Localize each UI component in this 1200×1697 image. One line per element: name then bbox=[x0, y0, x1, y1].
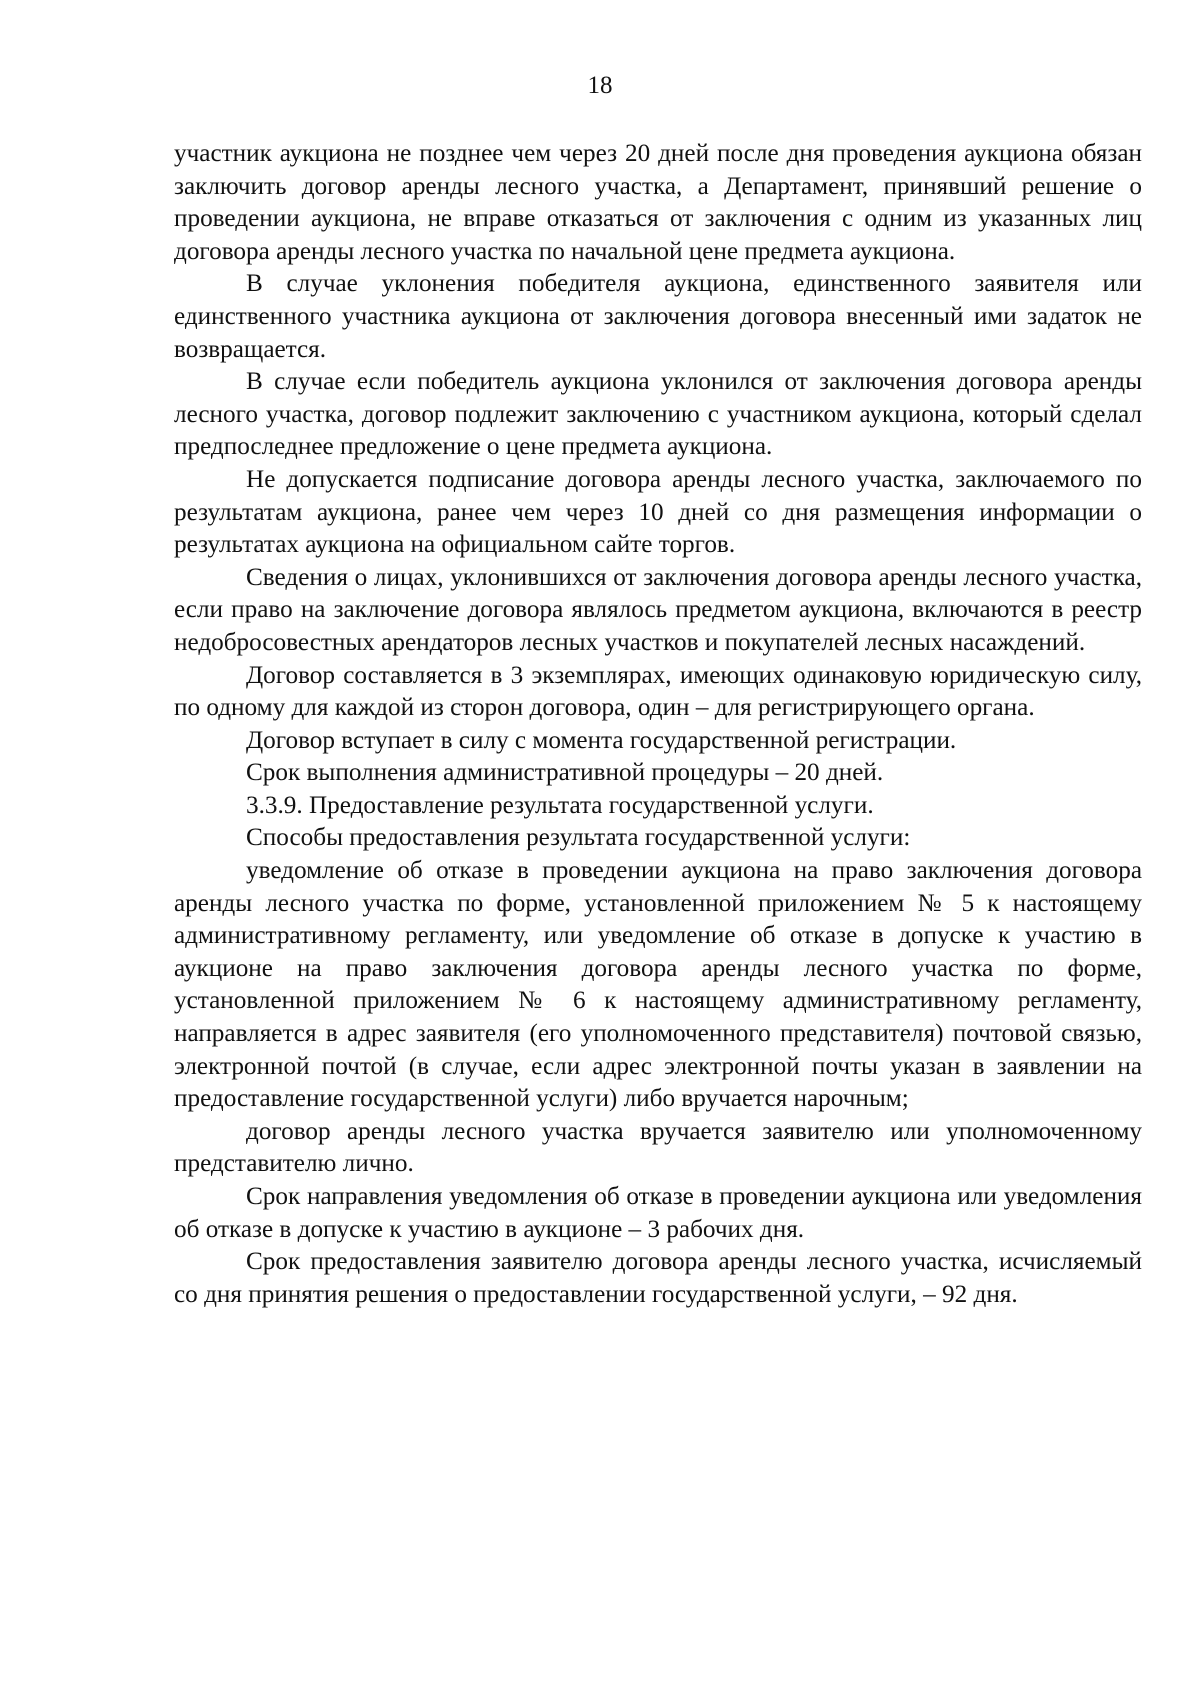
paragraph-1: участник аукциона не позднее чем через 20 дней после дня проведения аукциона обязан заключить договор аренды лесного участка, а Департамент, принявший решение о проведении аукциона, не вправе отказаться от заключения с одним из указанных лиц договора аренды лесного участка по начальной цене предмета аукциона. bbox=[174, 140, 1142, 265]
paragraph-4: Не допускается подписание договора аренды лесного участка, заключаемого по результатам аукциона, ранее чем через 10 дней со дня размещения информации о результатах аукциона на официальном сайте торгов. bbox=[174, 465, 1142, 559]
paragraph-7: Договор вступает в силу с момента государственной регистрации. bbox=[246, 726, 957, 754]
paragraph-12: договор аренды лесного участка вручается заявителю или уполномоченному представителю лично. bbox=[174, 1117, 1142, 1178]
paragraph-10: Способы предоставления результата государственной услуги: bbox=[246, 824, 911, 852]
paragraph-13: Срок направления уведомления об отказе в проведении аукциона или уведомления об отказе в допуске к участию в аукционе – 3 рабочих дня. bbox=[174, 1183, 1142, 1243]
paragraph-5: Сведения о лицах, уклонившихся от заключения договора аренды лесного участка, если право на заключение договора являлось предметом аукциона, включаются в реестр недобросовестных арендаторов лесных участков и покупателей лесных насаждений. bbox=[174, 563, 1142, 656]
paragraph-9: 3.3.9. Предоставление результата государственной услуги. bbox=[246, 791, 874, 819]
page-number: 18 bbox=[587, 72, 613, 99]
paragraph-8: Срок выполнения административной процедуры – 20 дней. bbox=[246, 759, 884, 787]
paragraph-2: В случае уклонения победителя аукциона, единственного заявителя или единственного участника аукциона от заключения договора внесенный ими задаток не возвращается. bbox=[174, 270, 1142, 363]
paragraph-14: Срок предоставления заявителю договора аренды лесного участка, исчисляемый со дня принятия решения о предоставлении государственной услуги, – 92 дня. bbox=[174, 1248, 1142, 1308]
paragraph-6: Договор составляется в 3 экземплярах, имеющих одинаковую юридическую силу, по одному для каждой из сторон договора, один – для регистрирующего органа. bbox=[174, 661, 1142, 722]
document-body bbox=[174, 138, 1142, 1311]
paragraph-11: уведомление об отказе в проведении аукциона на право заключения договора аренды лесного участка по форме, установленной приложением № 5 к настоящему административному регламенту, или уведомление об отказе в допуске к участию в аукционе на право заключения договора аренды лесного участка по форме, установленной приложением № 6 к настоящему административному регламенту, направляется в адрес заявителя (его уполномоченного представителя) почтовой связью, электронной почтой (в случае, если адрес электронной почты указан в заявлении на предоставление государственной услуги) либо вручается нарочным; bbox=[174, 857, 1142, 1113]
paragraph-3: В случае если победитель аукциона уклонился от заключения договора аренды лесного участка, договор подлежит заключению с участником аукциона, который сделал предпоследнее предложение о цене предмета аукциона. bbox=[174, 368, 1142, 461]
